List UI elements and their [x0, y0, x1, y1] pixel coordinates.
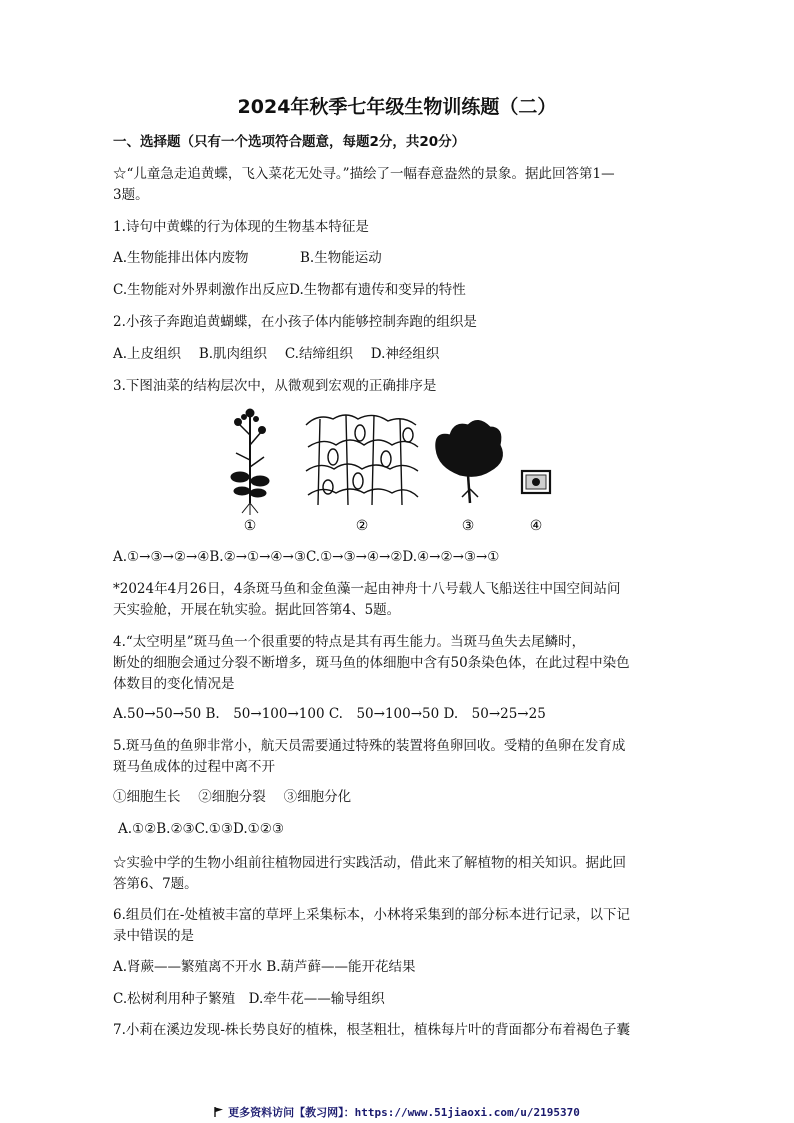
- section-heading: 一、选择题（只有一个选项符合题意，每题2分，共20分）: [113, 134, 466, 150]
- rape-plant-structure-figure: [228, 405, 568, 535]
- question-1-option-b: B.生物能运动: [300, 250, 382, 266]
- whole-plant-drawing: [231, 409, 269, 515]
- intro-1-line-1: ☆“儿童急走追黄蝶，飞入菜花无处寻。”描绘了一幅春意盎然的景象。据此回答第1—: [113, 166, 615, 182]
- cell-drawing: [522, 471, 550, 493]
- figure-label-2: ②: [355, 518, 369, 534]
- question-6-line-2: 录中错误的是: [113, 928, 194, 944]
- question-6-options-cd: C.松树利用种子繁殖 D.牵牛花——输导组织: [113, 991, 385, 1007]
- question-2-options: A.上皮组织 B.肌肉组织 C.结缔组织 D.神经组织: [113, 346, 440, 362]
- question-3-options: A.①→③→②→④B.②→①→④→③C.①→③→④→②D.④→②→③→①: [113, 549, 500, 565]
- question-4-options: A.50→50→50 B. 50→100→100 C. 50→100→50 D. 50→25→25: [113, 706, 546, 722]
- intro-3-line-2: 答第6、7题。: [113, 876, 198, 892]
- figure-label-1: ①: [243, 518, 257, 534]
- question-4-line-1: 4.“太空明星”斑马鱼一个很重要的特点是其有再生能力。当斑马鱼失去尾鳞时，: [113, 634, 586, 650]
- question-6-line-1: 6.组员们在-处植被丰富的草坪上采集标本，小林将采集到的部分标本进行记录，以下记: [113, 907, 630, 923]
- question-5-line-1: 5.斑马鱼的鱼卵非常小，航天员需要通过特殊的装置将鱼卵回收。受精的鱼卵在发育成: [113, 738, 626, 754]
- question-2-stem: 2.小孩子奔跑追黄蝴蝶，在小孩子体内能够控制奔跑的组织是: [113, 314, 477, 330]
- flag-icon: [214, 1107, 224, 1117]
- footer-link[interactable]: [0, 1104, 794, 1120]
- question-1-stem: 1.诗句中黄蝶的行为体现的生物基本特征是: [113, 219, 369, 235]
- question-5-items: ①细胞生长 ②细胞分裂 ③细胞分化: [113, 789, 352, 805]
- question-1-option-a: A.生物能排出体内废物: [113, 250, 249, 266]
- intro-3-line-1: ☆实验中学的生物小组前往植物园进行实践活动，借此来了解植物的相关知识。据此回: [113, 855, 626, 871]
- question-6-options-ab: A.肾蕨——繁殖离不开水 B.葫芦藓——能开花结果: [113, 959, 416, 975]
- question-3-stem: 3.下图油菜的结构层次中，从微观到宏观的正确排序是: [113, 378, 437, 394]
- intro-2-line-1: *2024年4月26日，4条斑马鱼和金鱼藻一起由神舟十八号载人飞船送往中国空间站问: [113, 581, 621, 597]
- question-4-line-3: 体数目的变化情况是: [113, 676, 235, 692]
- intro-1-line-2: 3题。: [113, 187, 149, 203]
- question-7-line-1: 7.小莉在溪边发现-株长势良好的植株，根茎粗壮，植株每片叶的背面都分布着褐色子囊: [113, 1022, 630, 1038]
- question-4-line-2: 断处的细胞会通过分裂不断增多，斑马鱼的体细胞中含有50条染色体，在此过程中染色: [113, 655, 630, 671]
- question-1-options-cd: C.生物能对外界刺激作出反应D.生物都有遗传和变异的特性: [113, 282, 466, 298]
- flower-drawing: [436, 420, 503, 503]
- question-5-line-2: 斑马鱼成体的过程中离不开: [113, 759, 275, 775]
- footer-text: 更多资料访问【教习网】：https://www.51jiaoxi.com/u/2195370: [228, 1106, 580, 1119]
- figure-label-3: ③: [461, 518, 475, 534]
- page-title: 2024年秋季七年级生物训练题（二）: [237, 96, 557, 118]
- intro-2-line-2: 天实验舱，开展在轨实验。据此回答第4、5题。: [113, 602, 401, 618]
- tissue-drawing: [306, 415, 418, 505]
- figure-label-4: ④: [529, 518, 543, 534]
- question-5-options: A.①②B.②③C.①③D.①②③: [118, 821, 284, 837]
